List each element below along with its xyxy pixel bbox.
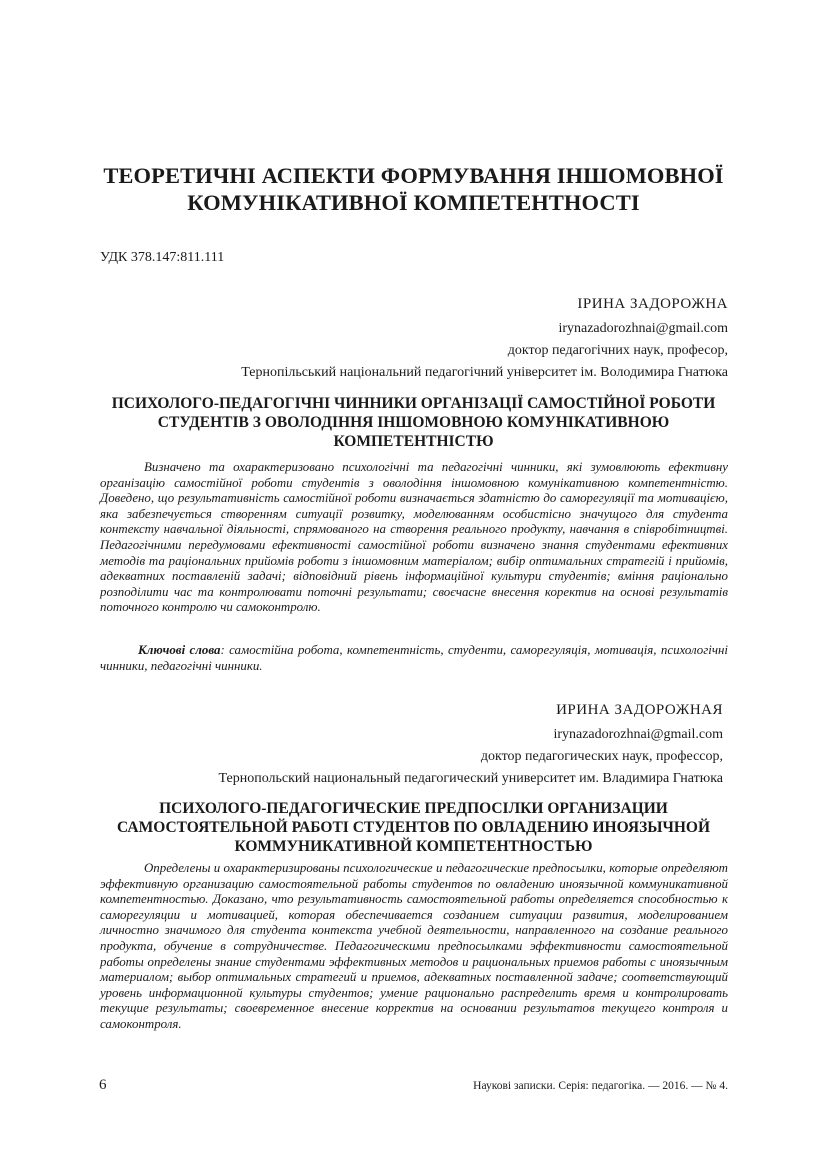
abstract-russian: Определены и охарактеризированы психологические и педагогические предпосылки, которые определяют эффективную организацию самостоятельной работы студентов по овладению иноязычной коммуникативной компетентностью. Доказано, что результативность самостоятельной работы определяется способностью к саморегуляции и мотивацией, которая обеспечивается созданием ситуации развития, моделированием личностно значимого для студента контекста учебной деятельности, направленного на создание реального продукта, обучение в сотрудничестве. Педагогическими предпосылками эффективности самостоятельной работы определены знание студентами эффективных методов и рациональных приемов работы с иноязычным материалом; выбор оптимальных стратегий и приемов, адекватных поставленной задаче; соответствующий уровень информационной культуры студентов; умение рационально распределить время и контролировать текущие результаты; своевременное внесение корректив на основании результатов текущего контроля и самоконтроля. (100, 861, 728, 1031)
abstract-ukrainian: Визначено та охарактеризовано психологічні та педагогічні чинники, які зумовлюють ефективну організацію самостійної роботи студентів з оволодіння іншомовною комунікативною компетентністю. Доведено, що результативність самостійної роботи визначається здатністю до саморегуляції та мотивацією, яка забезпечується створенням ситуації розвитку, моделюванням особистісно значущого для студента контексту навчальної діяльності, спрямованого на створення реального продукту, навчання в співробітництві. Педагогічними передумовами ефективності самостійної роботи визначено знання студентами ефективних методів та раціональних прийомів роботи з іншомовним матеріалом; вибір оптимальних стратегій і прийомів, адекватних поставленій задачі; відповідний рівень інформаційної культури студентів; вміння раціонально розподілити час та контролювати поточні результати; своєчасне внесення коректив на основі результатів поточного контролю чи самоконтролю. (100, 460, 728, 615)
section-title: ТЕОРЕТИЧНІ АСПЕКТИ ФОРМУВАННЯ ІНШОМОВНОЇ КОМУНІКАТИВНОЇ КОМПЕТЕНТНОСТІ (103, 163, 724, 215)
author-name: ІРИНА ЗАДОРОЖНА (577, 296, 728, 312)
author-email: irynazadorozhnai@gmail.com (553, 727, 723, 742)
article-title-ukrainian: ПСИХОЛОГО-ПЕДАГОГІЧНІ ЧИННИКИ ОРГАНІЗАЦІЇ САМОСТІЙНОЇ РОБОТИ СТУДЕНТІВ З ОВОЛОДІННЯ ІНШОМОВНОЮ КОМУНІКАТИВНОЮ КОМПЕТЕНТНІСТЮ (111, 395, 716, 450)
keywords-ukrainian (100, 643, 728, 674)
keywords-text: : самостійна робота, компетентність, студенти, саморегуляція, мотивація, психологічні чинники, педагогічні чинники. (100, 643, 728, 673)
author-email: irynazadorozhnai@gmail.com (558, 321, 728, 336)
author-block-russian (218, 699, 723, 790)
page-number: 6 (99, 1077, 107, 1093)
journal-footer: Наукові записки. Серія: педагогіка. — 2016. — № 4. (473, 1080, 728, 1092)
udk-code: УДК 378.147:811.111 (100, 250, 225, 265)
author-block-ukrainian (241, 293, 728, 384)
author-degree: доктор педагогических наук, профессор, (480, 749, 723, 764)
author-affiliation: Тернопольский национальный педагогический университет им. Владимира Гнатюка (218, 771, 723, 786)
article-title-russian: ПСИХОЛОГО-ПЕДАГОГИЧЕСКИЕ ПРЕДПОСІЛКИ ОРГАНИЗАЦИИ САМОСТОЯТЕЛЬНОЙ РАБОТІ СТУДЕНТОВ ПО ОВЛАДЕНИЮ ИНОЯЗЫЧНОЙ КОММУНИКАТИВНОЙ КОМПЕТЕНТНОСТЬЮ (116, 800, 711, 855)
author-degree: доктор педагогічних наук, професор, (507, 343, 728, 358)
keywords-label: Ключові слова (138, 643, 221, 657)
author-name: ИРИНА ЗАДОРОЖНАЯ (556, 702, 723, 718)
author-affiliation: Тернопільський національний педагогічний університет ім. Володимира Гнатюка (241, 365, 728, 380)
